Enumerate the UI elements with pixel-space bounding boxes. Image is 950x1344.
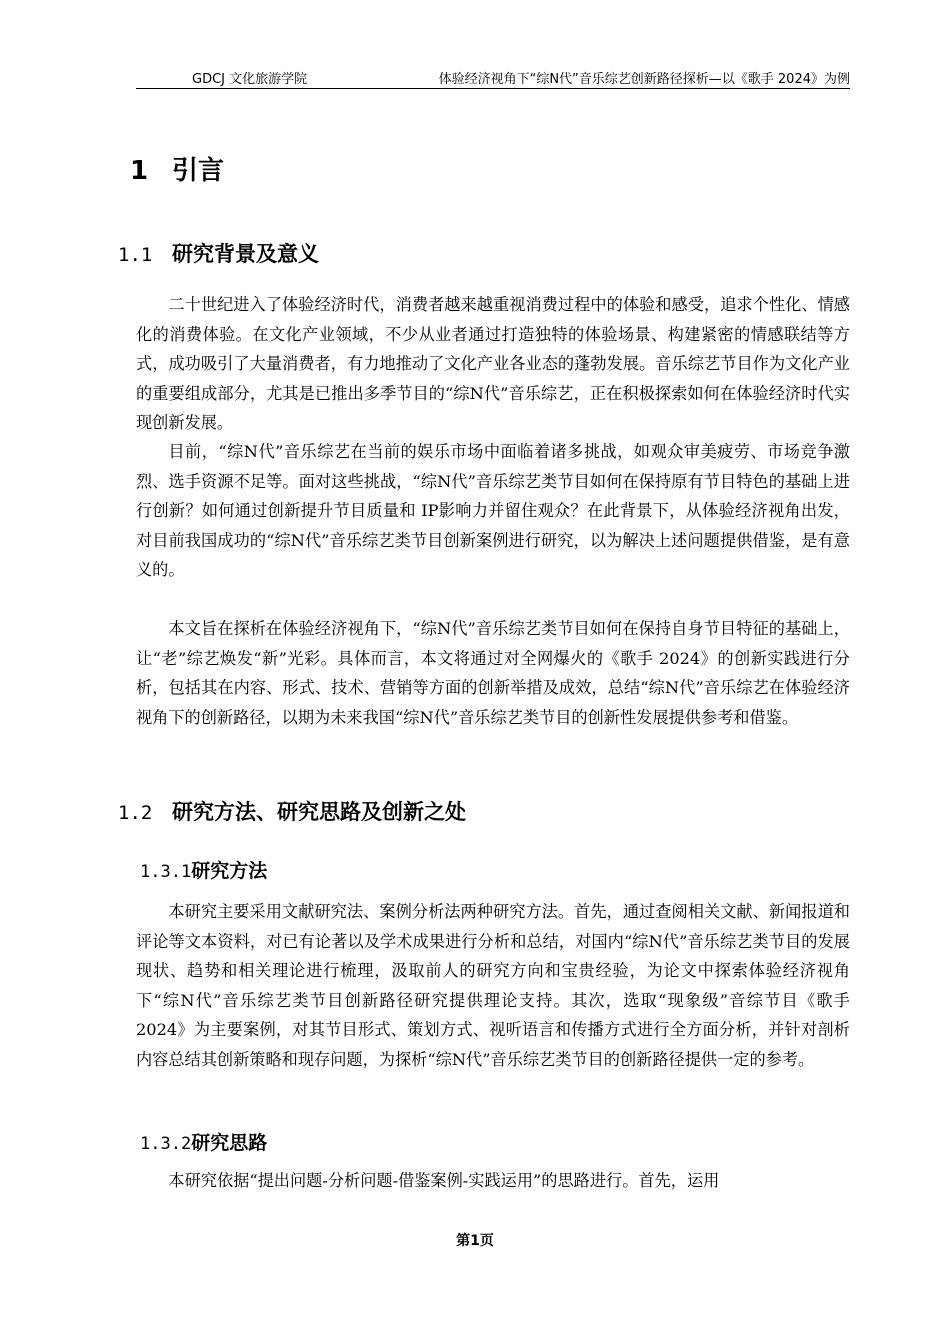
page-header (136, 66, 850, 89)
section-number: 1.1 (118, 244, 153, 266)
paragraph: 本文旨在探析在体验经济视角下，“综N代”音乐综艺类节目如何在保持自身节目特征的基础上，让“老”综艺焕发“新”光彩。具体而言，本文将通过对全网爆火的《歌手 2024》的创新实践进行分析，包括其在内容、形式、技术、营销等方面的创新举措及成效，总结“综N代”音乐综艺在体验经济视角下的创新路径，以期为未来我国“综N代”音乐综艺类节目的创新性发展提供参考和借鉴。 (136, 619, 850, 727)
chapter-number: 1 (130, 156, 149, 186)
paragraph: 二十世纪进入了体验经济时代，消费者越来越重视消费过程中的体验和感受，追求个性化、情感化的消费体验。在文化产业领域，不少从业者通过打造独特的体验场景、构建紧密的情感联结等方式，成功吸引了大量消费者，有力地推动了文化产业各业态的蓬勃发展。音乐综艺节目作为文化产业的重要组成部分，尤其是已推出多季节目的“综N代”音乐综艺，正在积极探索如何在体验经济时代实现创新发展。 (136, 295, 850, 432)
paragraph: 本研究主要采用文献研究法、案例分析法两种研究方法。首先，通过查阅相关文献、新闻报道和评论等文本资料，对已有论著以及学术成果进行分析和总结，对国内“综N代”音乐综艺类节目的发展现状、趋势和相关理论进行梳理，汲取前人的研究方向和宝贵经验，为论文中探索体验经济视角下“综N代”音乐综艺类节目创新路径研究提供理论支持。其次，选取“现象级”音综节目《歌手 2024》为主要案例，对其节目形式、策划方式、视听语言和传播方式进行全方面分析，并针对剖析内容总结其创新策略和现存问题，为探析“综N代”音乐综艺类节目的创新路径提供一定的参考。 (136, 902, 850, 1069)
subsection-heading-1-3-2 (140, 1128, 267, 1155)
chapter-heading (130, 150, 224, 187)
page-number: 第1页 (456, 1233, 494, 1249)
section-number: 1.2 (118, 802, 153, 824)
paragraph: 目前，“综N代”音乐综艺在当前的娱乐市场中面临着诸多挑战，如观众审美疲劳、市场竞争激烈、选手资源不足等。面对这些挑战，“综N代”音乐综艺类节目如何在保持原有节目特色的基础上进行创新？如何通过创新提升节目质量和 IP影响力并留住观众？在此背景下，从体验经济视角出发，对目前我国成功的“综N代”音乐综艺类节目创新案例进行研究，以为解决上述问题提供借鉴，是有意义的。 (136, 442, 850, 579)
section-heading-1-1 (118, 238, 319, 268)
chapter-title: 引言 (172, 156, 225, 186)
header-institution: GDCJ 文化旅游学院 (192, 72, 308, 87)
section-heading-1-2 (118, 796, 466, 826)
subsection-title: 研究思路 (191, 1132, 268, 1154)
header-paper-title: 体验经济视角下“综N代”音乐综艺创新路径探析—以《歌手 2024》为例 (438, 72, 850, 87)
subsection-heading-1-3-1 (140, 856, 267, 883)
subsection-number: 1.3.2 (140, 1134, 192, 1154)
paragraph: 本研究依据“提出问题-分析问题-借鉴案例-实践运用”的思路进行。首先，运用 (168, 1171, 720, 1190)
subsection-title: 研究方法 (191, 860, 268, 882)
subsection-number: 1.3.1 (140, 862, 192, 882)
section-title: 研究背景及意义 (172, 242, 319, 266)
section-title: 研究方法、研究思路及创新之处 (172, 800, 466, 824)
